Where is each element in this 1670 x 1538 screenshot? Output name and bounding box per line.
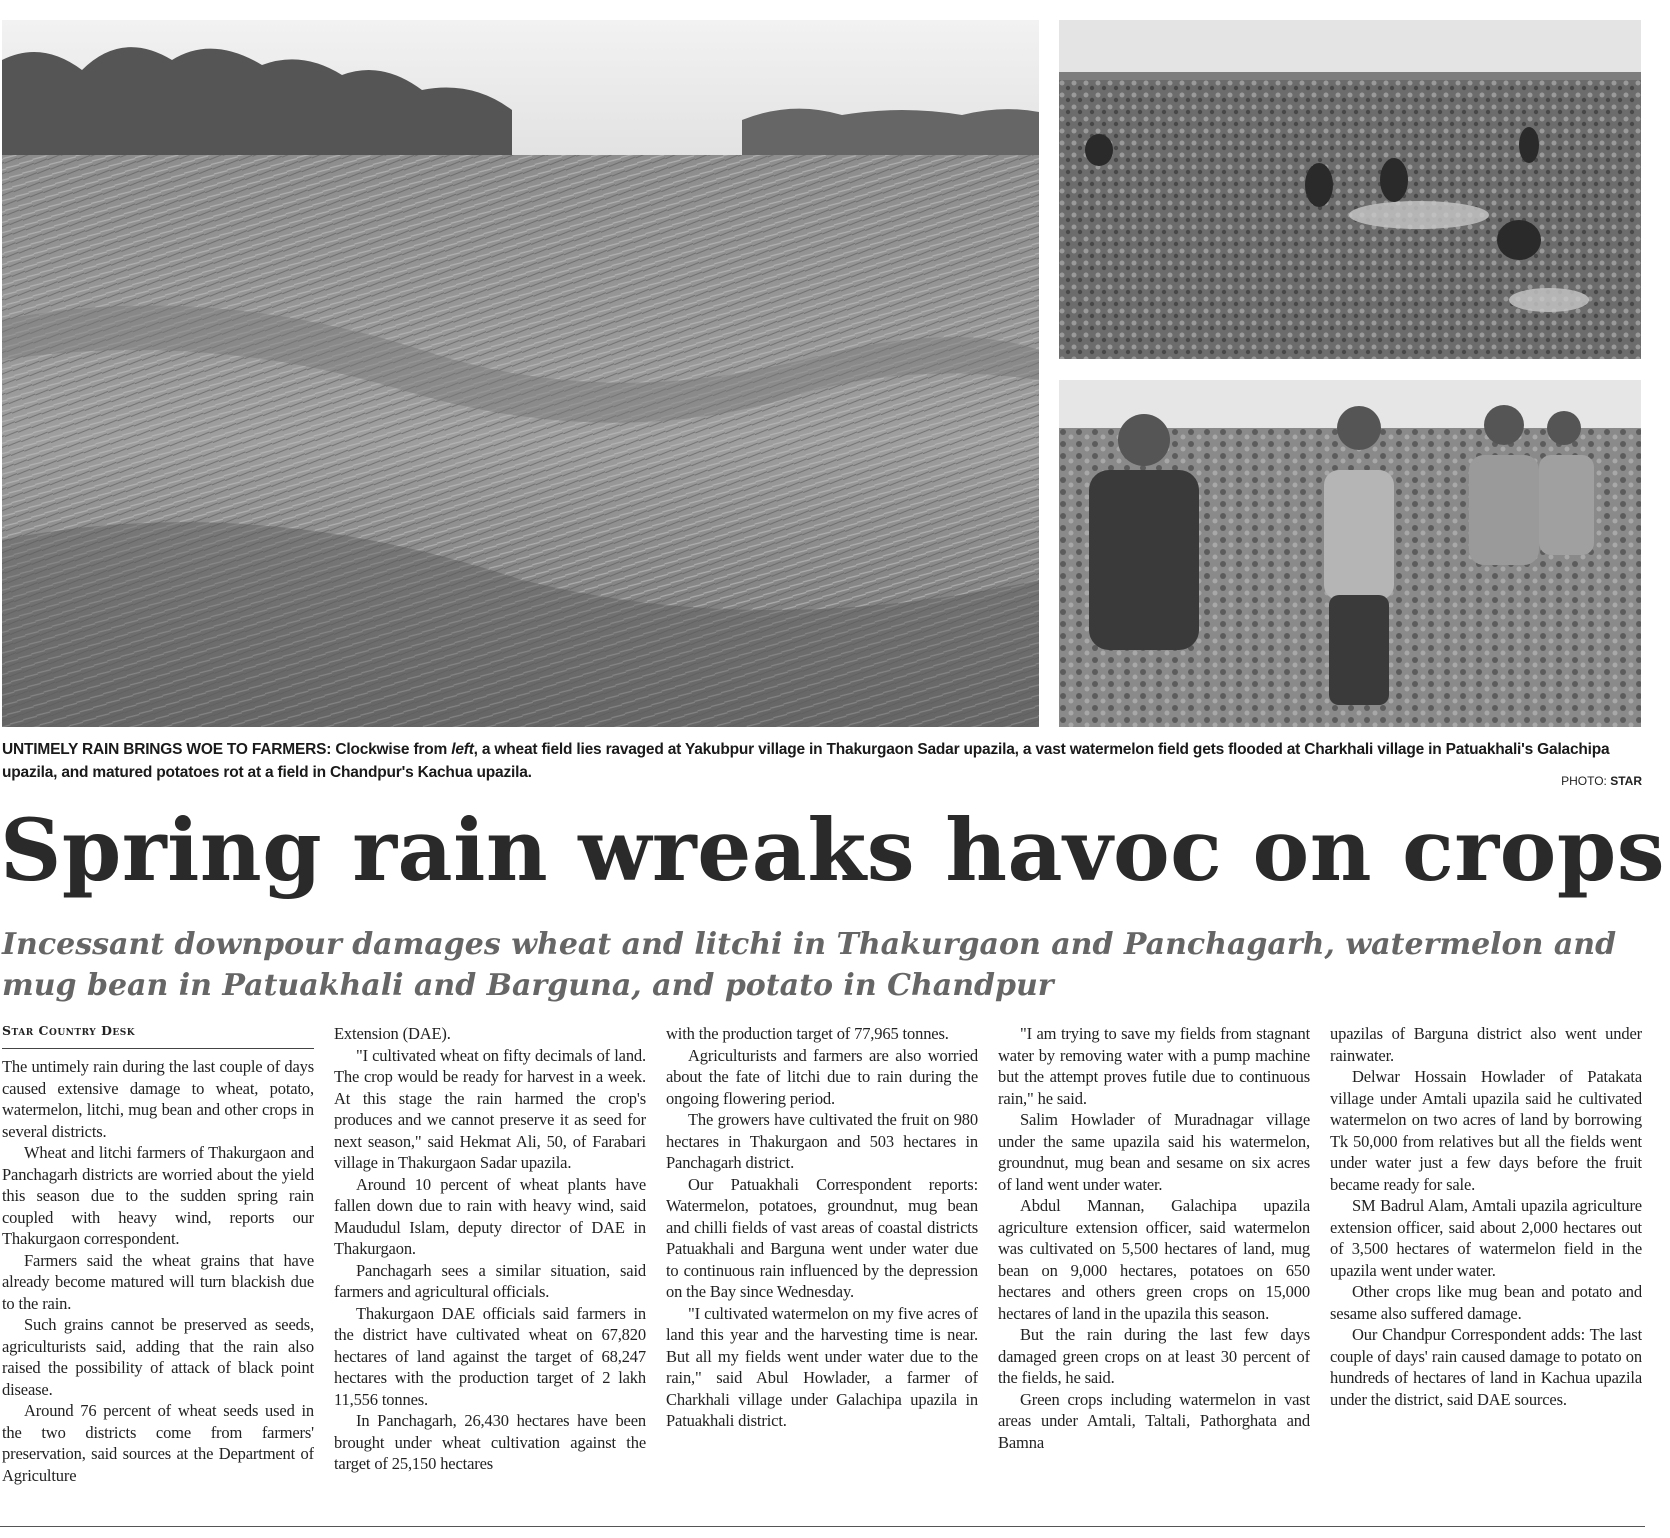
paragraph: But the rain during the last few days damaged green crops on at least 30 percent of the fields, he said.: [998, 1325, 1310, 1387]
wheat-field-photo: [2, 20, 1039, 727]
watermelon-field-image: [1059, 20, 1641, 359]
page-bottom-rule: [0, 1526, 1645, 1527]
paragraph: Salim Howlader of Muradnagar village under the same upazila said his watermelon, groundnut, mug bean and sesame on six acres of land went under water.: [998, 1110, 1310, 1194]
potato-field-image: [1059, 380, 1641, 727]
paragraph: The untimely rain during the last couple of days caused extensive damage to wheat, potato, watermelon, litchi, mug bean and other crops in several districts.: [2, 1057, 314, 1141]
paragraph: Farmers said the wheat grains that have already become matured will turn blackish due to the rain.: [2, 1250, 314, 1313]
paragraph: Panchagarh sees a similar situation, said farmers and agricultural officials.: [334, 1260, 646, 1301]
paragraph: Around 10 percent of wheat plants have fallen down due to rain with heavy wind, said Maududul Islam, deputy director of DAE in Thakurgaon.: [334, 1174, 646, 1258]
paragraph: Such grains cannot be preserved as seeds, agriculturists said, adding that the rain also raised the possibility of attack of black point disease.: [2, 1315, 314, 1399]
farmers-holding-potatoes-photo: [1059, 380, 1641, 727]
caption-text-b: , a wheat field lies ravaged at Yakubpur village in Thakurgaon Sadar upazila, a vast watermelon field gets flooded at Charkhali village in Patuakhali's Galachipa upazila, and matured potatoes rot at a field in Chandpur's Kachua upazila.: [2, 741, 1610, 781]
flooded-watermelon-field-photo: [1059, 20, 1641, 359]
paragraph: Agriculturists and farmers are also worried about the fate of litchi due to rain during the ongoing flowering period.: [666, 1045, 978, 1108]
photo-caption: [2, 738, 1642, 784]
paragraph: Our Chandpur Correspondent adds: The last couple of days' rain caused damage to potato on hundreds of hectares of land in Kachua upazila under the district, said DAE sources.: [1330, 1325, 1642, 1409]
photo-credit-label: PHOTO:: [1561, 774, 1607, 788]
paragraph: SM Badrul Alam, Amtali upazila agriculture extension officer, said about 2,000 hectares out of 3,500 hectares of watermelon field in the upazila went under water.: [1330, 1196, 1642, 1280]
article-column-2: [334, 1023, 646, 1506]
article-column-3: [666, 1023, 978, 1506]
photo-credit: [1561, 774, 1642, 788]
paragraph: Delwar Hossain Howlader of Patakata village under Amtali upazila said he cultivated watermelon on two acres of land by borrowing Tk 50,000 from relatives but all the fields went under water just a few days before the fruit became ready for sale.: [1330, 1067, 1642, 1194]
wheat-field-image: [2, 20, 1039, 727]
paragraph: Green crops including watermelon in vast areas under Amtali, Taltali, Pathorghata and Bamna: [998, 1389, 1310, 1452]
paragraph: The growers have cultivated the fruit on 980 hectares in Thakurgaon and 503 hectares in Panchagarh district.: [666, 1110, 978, 1172]
article-subheadline: Incessant downpour damages wheat and litchi in Thakurgaon and Panchagarh, watermelon and mug bean in Patuakhali and Barguna, and potato in Chandpur: [2, 927, 1617, 1003]
paragraph: Our Patuakhali Correspondent reports: Watermelon, potatoes, groundnut, mug bean and chilli fields of vast areas of coastal districts Patuakhali and Barguna went under water due to continuous rain influenced by the depression on the Bay since Wednesday.: [666, 1174, 978, 1301]
caption-text-a: Clockwise from: [331, 741, 452, 758]
byline-rule: [2, 1048, 314, 1049]
article-column-1: [2, 1056, 314, 1506]
article-byline: Star Country Desk: [2, 1023, 136, 1038]
paragraph: Other crops like mug bean and potato and sesame also suffered damage.: [1330, 1282, 1642, 1323]
paragraph: Abdul Mannan, Galachipa upazila agriculture extension officer, said watermelon was cultivated on 5,500 hectares of land, mug bean on 9,000 hectares, potatoes on 650 hectares and others green crops on 15,000 hectares of land in the upazila this season.: [998, 1196, 1310, 1323]
caption-heading: UNTIMELY RAIN BRINGS WOE TO FARMERS:: [2, 741, 332, 758]
paragraph: Wheat and litchi farmers of Thakurgaon and Panchagarh districts are worried about the yield this season due to the sudden spring rain coupled with heavy wind, reports our Thakurgaon correspondent.: [2, 1143, 314, 1248]
paragraph: "I cultivated wheat on fifty decimals of land. The crop would be ready for harvest in a week. At this stage the rain harmed the crop's produces and we cannot preserve it as seed for next season," said Hekmat Ali, 50, of Farabari village in Thakurgaon Sadar upazila.: [334, 1045, 646, 1172]
paragraph-continued: Extension (DAE).: [334, 1024, 451, 1043]
article-column-5: [1330, 1023, 1642, 1506]
paragraph-continued: upazilas of Barguna district also went under rainwater.: [1330, 1024, 1642, 1065]
paragraph: Around 76 percent of wheat seeds used in the two districts come from farmers' preservation, said sources at the Department of Agriculture: [2, 1401, 314, 1485]
paragraph: Thakurgaon DAE officials said farmers in the district have cultivated wheat on 67,820 hectares of land against the target of 68,247 hectares with the production target of 2 lakh 11,556 tonnes.: [334, 1303, 646, 1409]
photo-credit-source: STAR: [1610, 774, 1642, 788]
article-headline: Spring rain wreaks havoc on crops: [0, 801, 1666, 901]
article-column-4: [998, 1023, 1310, 1506]
paragraph: "I am trying to save my fields from stagnant water by removing water with a pump machine but the attempt proves futile due to continuous rain," he said.: [998, 1024, 1310, 1108]
paragraph: "I cultivated watermelon on my five acres of land this year and the harvesting time is near. But all my fields went under water due to the rain," said Abul Howlader, a farmer of Charkhali village under Galachipa upazila in Patuakhali district.: [666, 1303, 978, 1430]
caption-text-emphasis: left: [451, 741, 474, 758]
paragraph: In Panchagarh, 26,430 hectares have been brought under wheat cultivation against the target of 25,150 hectares: [334, 1411, 646, 1473]
paragraph-continued: with the production target of 77,965 tonnes.: [666, 1024, 949, 1043]
